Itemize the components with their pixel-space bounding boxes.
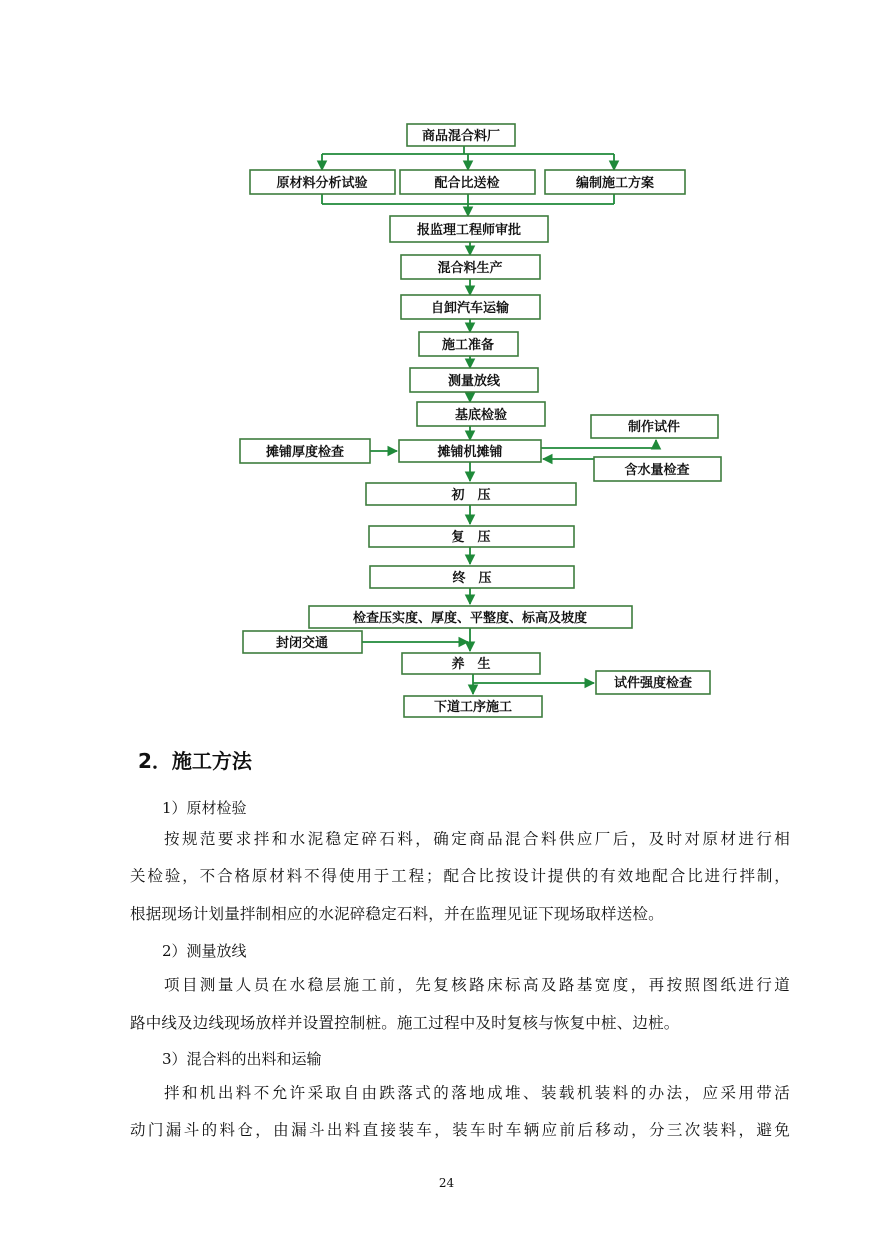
flow-node-final-rolling [370, 566, 574, 588]
svg-text:摊铺厚度检查: 摊铺厚度检查 [265, 445, 345, 460]
page-number: 24 [438, 1176, 455, 1190]
svg-text:摊铺机摊铺: 摊铺机摊铺 [437, 445, 503, 460]
svg-text:自卸汽车运输: 自卸汽车运输 [430, 301, 510, 316]
svg-text:测量放线: 测量放线 [447, 374, 501, 389]
svg-text:下道工序施工: 下道工序施工 [433, 700, 513, 715]
svg-text:试件强度检查: 试件强度检查 [613, 676, 693, 691]
section-title: 2．施工方法 [138, 749, 252, 773]
flow-node-supervisor-approval [390, 216, 548, 242]
svg-text:制作试件: 制作试件 [627, 420, 681, 435]
subsection-heading-mix-output-transport: 3）混合料的出料和运输 [162, 1050, 322, 1068]
flow-node-mix-ratio [400, 170, 535, 194]
paragraph-line: 项目测量人员在水稳层施工前，先复核路床标高及路基宽度，再按照图纸进行道 [164, 976, 790, 994]
flow-node-survey-layout [410, 368, 538, 392]
flow-node-plant [407, 124, 515, 146]
flow-node-preparation [419, 332, 518, 356]
flow-node-close-traffic [243, 631, 362, 653]
svg-text:施工准备: 施工准备 [441, 338, 495, 353]
flow-node-make-specimen [591, 415, 718, 438]
svg-text:初 压: 初 压 [451, 488, 491, 503]
flow-node-truck-transport [401, 295, 540, 319]
svg-text:基底检验: 基底检验 [454, 408, 508, 423]
flow-node-construction-plan [545, 170, 685, 194]
flow-node-initial-rolling [366, 483, 576, 505]
paragraph-line: 路中线及边线现场放样并设置控制桩。施工过程中及时复核与恢复中桩、边桩。 [130, 1014, 680, 1032]
paragraph-line: 动门漏斗的料仓，由漏斗出料直接装车，装车时车辆应前后移动，分三次装料，避免 [130, 1121, 790, 1139]
svg-text:含水量检查: 含水量检查 [624, 463, 690, 478]
svg-text:原材料分析试验: 原材料分析试验 [276, 176, 368, 191]
subsection-heading-survey-layout: 2）测量放线 [162, 942, 247, 960]
paragraph-line: 按规范要求拌和水泥稳定碎石料，确定商品混合料供应厂后，及时对原材进行相 [164, 830, 790, 848]
flow-node-base-inspection [417, 402, 545, 426]
paragraph-line: 根据现场计划量拌制相应的水泥碎稳定石料，并在监理见证下现场取样送检。 [130, 905, 664, 923]
svg-text:检查压实度、厚度、平整度、标高及坡度: 检查压实度、厚度、平整度、标高及坡度 [352, 611, 588, 626]
flow-node-material-test [250, 170, 395, 194]
svg-text:封闭交通: 封闭交通 [275, 636, 329, 651]
flow-node-strength-check [596, 671, 710, 694]
flow-node-re-rolling [369, 526, 574, 547]
svg-text:复 压: 复 压 [451, 530, 491, 545]
flow-node-mix-production [401, 255, 540, 279]
svg-text:终 压: 终 压 [452, 571, 492, 586]
svg-text:养 生: 养 生 [451, 657, 491, 672]
svg-text:配合比送检: 配合比送检 [434, 176, 500, 191]
flow-node-next-process [404, 696, 542, 717]
flow-node-thickness-check [240, 439, 370, 463]
svg-text:报监理工程师审批: 报监理工程师审批 [416, 223, 522, 238]
paragraph-line: 关检验，不合格原材料不得使用于工程；配合比按设计提供的有效地配合比进行拌制， [130, 867, 790, 885]
subsection-heading-material-inspection: 1）原材检验 [162, 799, 247, 817]
svg-text:混合料生产: 混合料生产 [437, 261, 503, 276]
flow-node-curing [402, 653, 540, 674]
flow-node-moisture-check [594, 457, 721, 481]
paragraph-line: 拌和机出料不允许采取自由跌落式的落地成堆、装载机装料的办法，应采用带活 [164, 1084, 790, 1102]
flow-node-quality-check [309, 606, 632, 628]
flow-node-paver-paving [399, 440, 541, 462]
svg-text:商品混合料厂: 商品混合料厂 [421, 129, 501, 144]
svg-text:编制施工方案: 编制施工方案 [575, 176, 655, 191]
